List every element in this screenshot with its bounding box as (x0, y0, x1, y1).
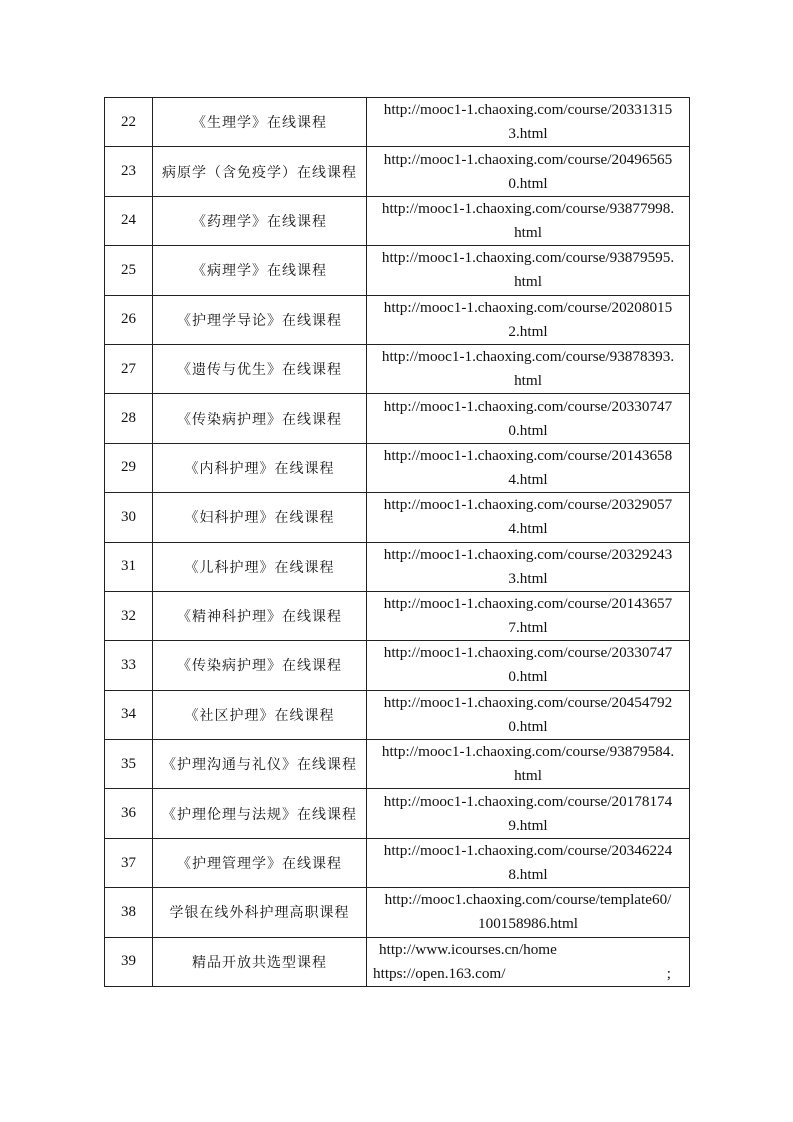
course-name: 《内科护理》在线课程 (153, 443, 367, 492)
course-name: 《药理学》在线课程 (153, 196, 367, 245)
course-name: 《护理伦理与法规》在线课程 (153, 789, 367, 838)
course-name: 《传染病护理》在线课程 (153, 394, 367, 443)
table-row (105, 591, 690, 640)
course-url[interactable] (367, 443, 690, 492)
row-number: 34 (105, 690, 153, 739)
course-name: 《社区护理》在线课程 (153, 690, 367, 739)
table-row (105, 344, 690, 393)
course-name: 《妇科护理》在线课程 (153, 493, 367, 542)
course-name: 《病理学》在线课程 (153, 246, 367, 295)
course-url[interactable] (367, 690, 690, 739)
course-url[interactable] (367, 147, 690, 196)
url-line-2[interactable]: 4.html (508, 520, 548, 538)
table-row (105, 246, 690, 295)
url-line-2[interactable]: 2.html (508, 322, 548, 340)
course-name: 精品开放共选型课程 (153, 937, 367, 986)
row-number: 26 (105, 295, 153, 344)
table-row (105, 690, 690, 739)
table-row (105, 740, 690, 789)
course-name: 《传染病护理》在线课程 (153, 641, 367, 690)
url-line-1[interactable]: http://mooc1-1.chaoxing.com/course/20454792 (383, 693, 673, 711)
url-line-2[interactable]: 8.html (508, 866, 548, 884)
url-line-1[interactable]: http://mooc1-1.chaoxing.com/course/20143657 (383, 595, 673, 613)
row-number: 22 (105, 98, 153, 147)
row-number: 36 (105, 789, 153, 838)
url-line-1[interactable]: http://mooc1-1.chaoxing.com/course/20329057 (383, 496, 673, 514)
course-url[interactable] (367, 888, 690, 937)
table-row (105, 394, 690, 443)
url-separator: ; (666, 964, 671, 982)
course-name: 学银在线外科护理高职课程 (153, 888, 367, 937)
url-line-1[interactable]: http://mooc1-1.chaoxing.com/course/20331315 (383, 101, 673, 119)
url-line-2[interactable]: 0.html (508, 421, 548, 439)
course-url[interactable] (367, 789, 690, 838)
url-line-2[interactable]: 4.html (508, 470, 548, 488)
url-line-1[interactable]: http://www.icourses.cn/home (379, 940, 557, 958)
table-row (105, 147, 690, 196)
url-line-2[interactable]: 0.html (508, 717, 548, 735)
url-line-1[interactable]: http://mooc1.chaoxing.com/course/template60/ (384, 891, 672, 909)
course-table (104, 97, 690, 987)
course-url[interactable] (367, 344, 690, 393)
url-line-1[interactable]: http://mooc1-1.chaoxing.com/course/93879584. (381, 743, 675, 761)
table-row (105, 888, 690, 937)
course-url[interactable] (367, 295, 690, 344)
table-row (105, 196, 690, 245)
course-name: 《精神科护理》在线课程 (153, 591, 367, 640)
url-line-1[interactable]: http://mooc1-1.chaoxing.com/course/20330747 (383, 644, 673, 662)
url-line-2[interactable]: html (514, 273, 542, 291)
course-name: 《护理管理学》在线课程 (153, 838, 367, 887)
table-row (105, 542, 690, 591)
row-number: 29 (105, 443, 153, 492)
row-number: 33 (105, 641, 153, 690)
row-number: 31 (105, 542, 153, 591)
course-name: 《护理学导论》在线课程 (153, 295, 367, 344)
url-line-2[interactable]: 7.html (508, 619, 548, 637)
course-name: 《遗传与优生》在线课程 (153, 344, 367, 393)
table-row (105, 838, 690, 887)
course-url[interactable] (367, 246, 690, 295)
url-line-1[interactable]: http://mooc1-1.chaoxing.com/course/20329243 (383, 545, 673, 563)
course-url[interactable] (367, 542, 690, 591)
url-line-2[interactable]: 0.html (508, 668, 548, 686)
url-line-2[interactable]: html (514, 767, 542, 785)
url-line-1[interactable]: http://mooc1-1.chaoxing.com/course/20346224 (383, 842, 673, 860)
url-line-2[interactable]: https://open.163.com/ (373, 964, 506, 982)
url-line-1[interactable]: http://mooc1-1.chaoxing.com/course/20143658 (383, 446, 673, 464)
table-row (105, 98, 690, 147)
url-line-2[interactable]: 3.html (508, 569, 548, 587)
table-row (105, 789, 690, 838)
url-line-1[interactable]: http://mooc1-1.chaoxing.com/course/93877998. (381, 199, 675, 217)
row-number: 27 (105, 344, 153, 393)
course-name: 《护理沟通与礼仪》在线课程 (153, 740, 367, 789)
row-number: 32 (105, 591, 153, 640)
course-url[interactable] (367, 196, 690, 245)
table-row (105, 493, 690, 542)
row-number: 30 (105, 493, 153, 542)
url-line-2[interactable]: html (514, 223, 542, 241)
url-line-1[interactable]: http://mooc1-1.chaoxing.com/course/93878393. (381, 348, 675, 366)
row-number: 25 (105, 246, 153, 295)
row-number: 39 (105, 937, 153, 986)
table-row (105, 937, 690, 986)
row-number: 35 (105, 740, 153, 789)
url-line-1[interactable]: http://mooc1-1.chaoxing.com/course/20330747 (383, 397, 673, 415)
url-line-1[interactable]: http://mooc1-1.chaoxing.com/course/20496565 (383, 150, 673, 168)
row-number: 37 (105, 838, 153, 887)
url-line-2[interactable]: html (514, 372, 542, 390)
url-line-1[interactable]: http://mooc1-1.chaoxing.com/course/93879595. (381, 249, 675, 267)
course-url[interactable] (367, 838, 690, 887)
course-name: 《儿科护理》在线课程 (153, 542, 367, 591)
row-number: 24 (105, 196, 153, 245)
row-number: 23 (105, 147, 153, 196)
course-name: 病原学（含免疫学）在线课程 (153, 147, 367, 196)
url-line-2[interactable]: 3.html (508, 125, 548, 143)
row-number: 38 (105, 888, 153, 937)
course-url[interactable] (367, 394, 690, 443)
course-url[interactable] (367, 591, 690, 640)
url-line-2[interactable]: 9.html (508, 816, 548, 834)
course-url[interactable] (367, 740, 690, 789)
course-url[interactable] (367, 641, 690, 690)
table-row (105, 443, 690, 492)
course-url[interactable] (367, 937, 690, 986)
url-line-2[interactable]: 100158986.html (478, 915, 578, 933)
url-line-2[interactable]: 0.html (508, 174, 548, 192)
url-line-1[interactable]: http://mooc1-1.chaoxing.com/course/20208015 (383, 298, 673, 316)
course-name: 《生理学》在线课程 (153, 98, 367, 147)
url-line-1[interactable]: http://mooc1-1.chaoxing.com/course/20178174 (383, 792, 673, 810)
table-row (105, 295, 690, 344)
table-row (105, 641, 690, 690)
course-url[interactable] (367, 493, 690, 542)
row-number: 28 (105, 394, 153, 443)
course-url[interactable] (367, 98, 690, 147)
